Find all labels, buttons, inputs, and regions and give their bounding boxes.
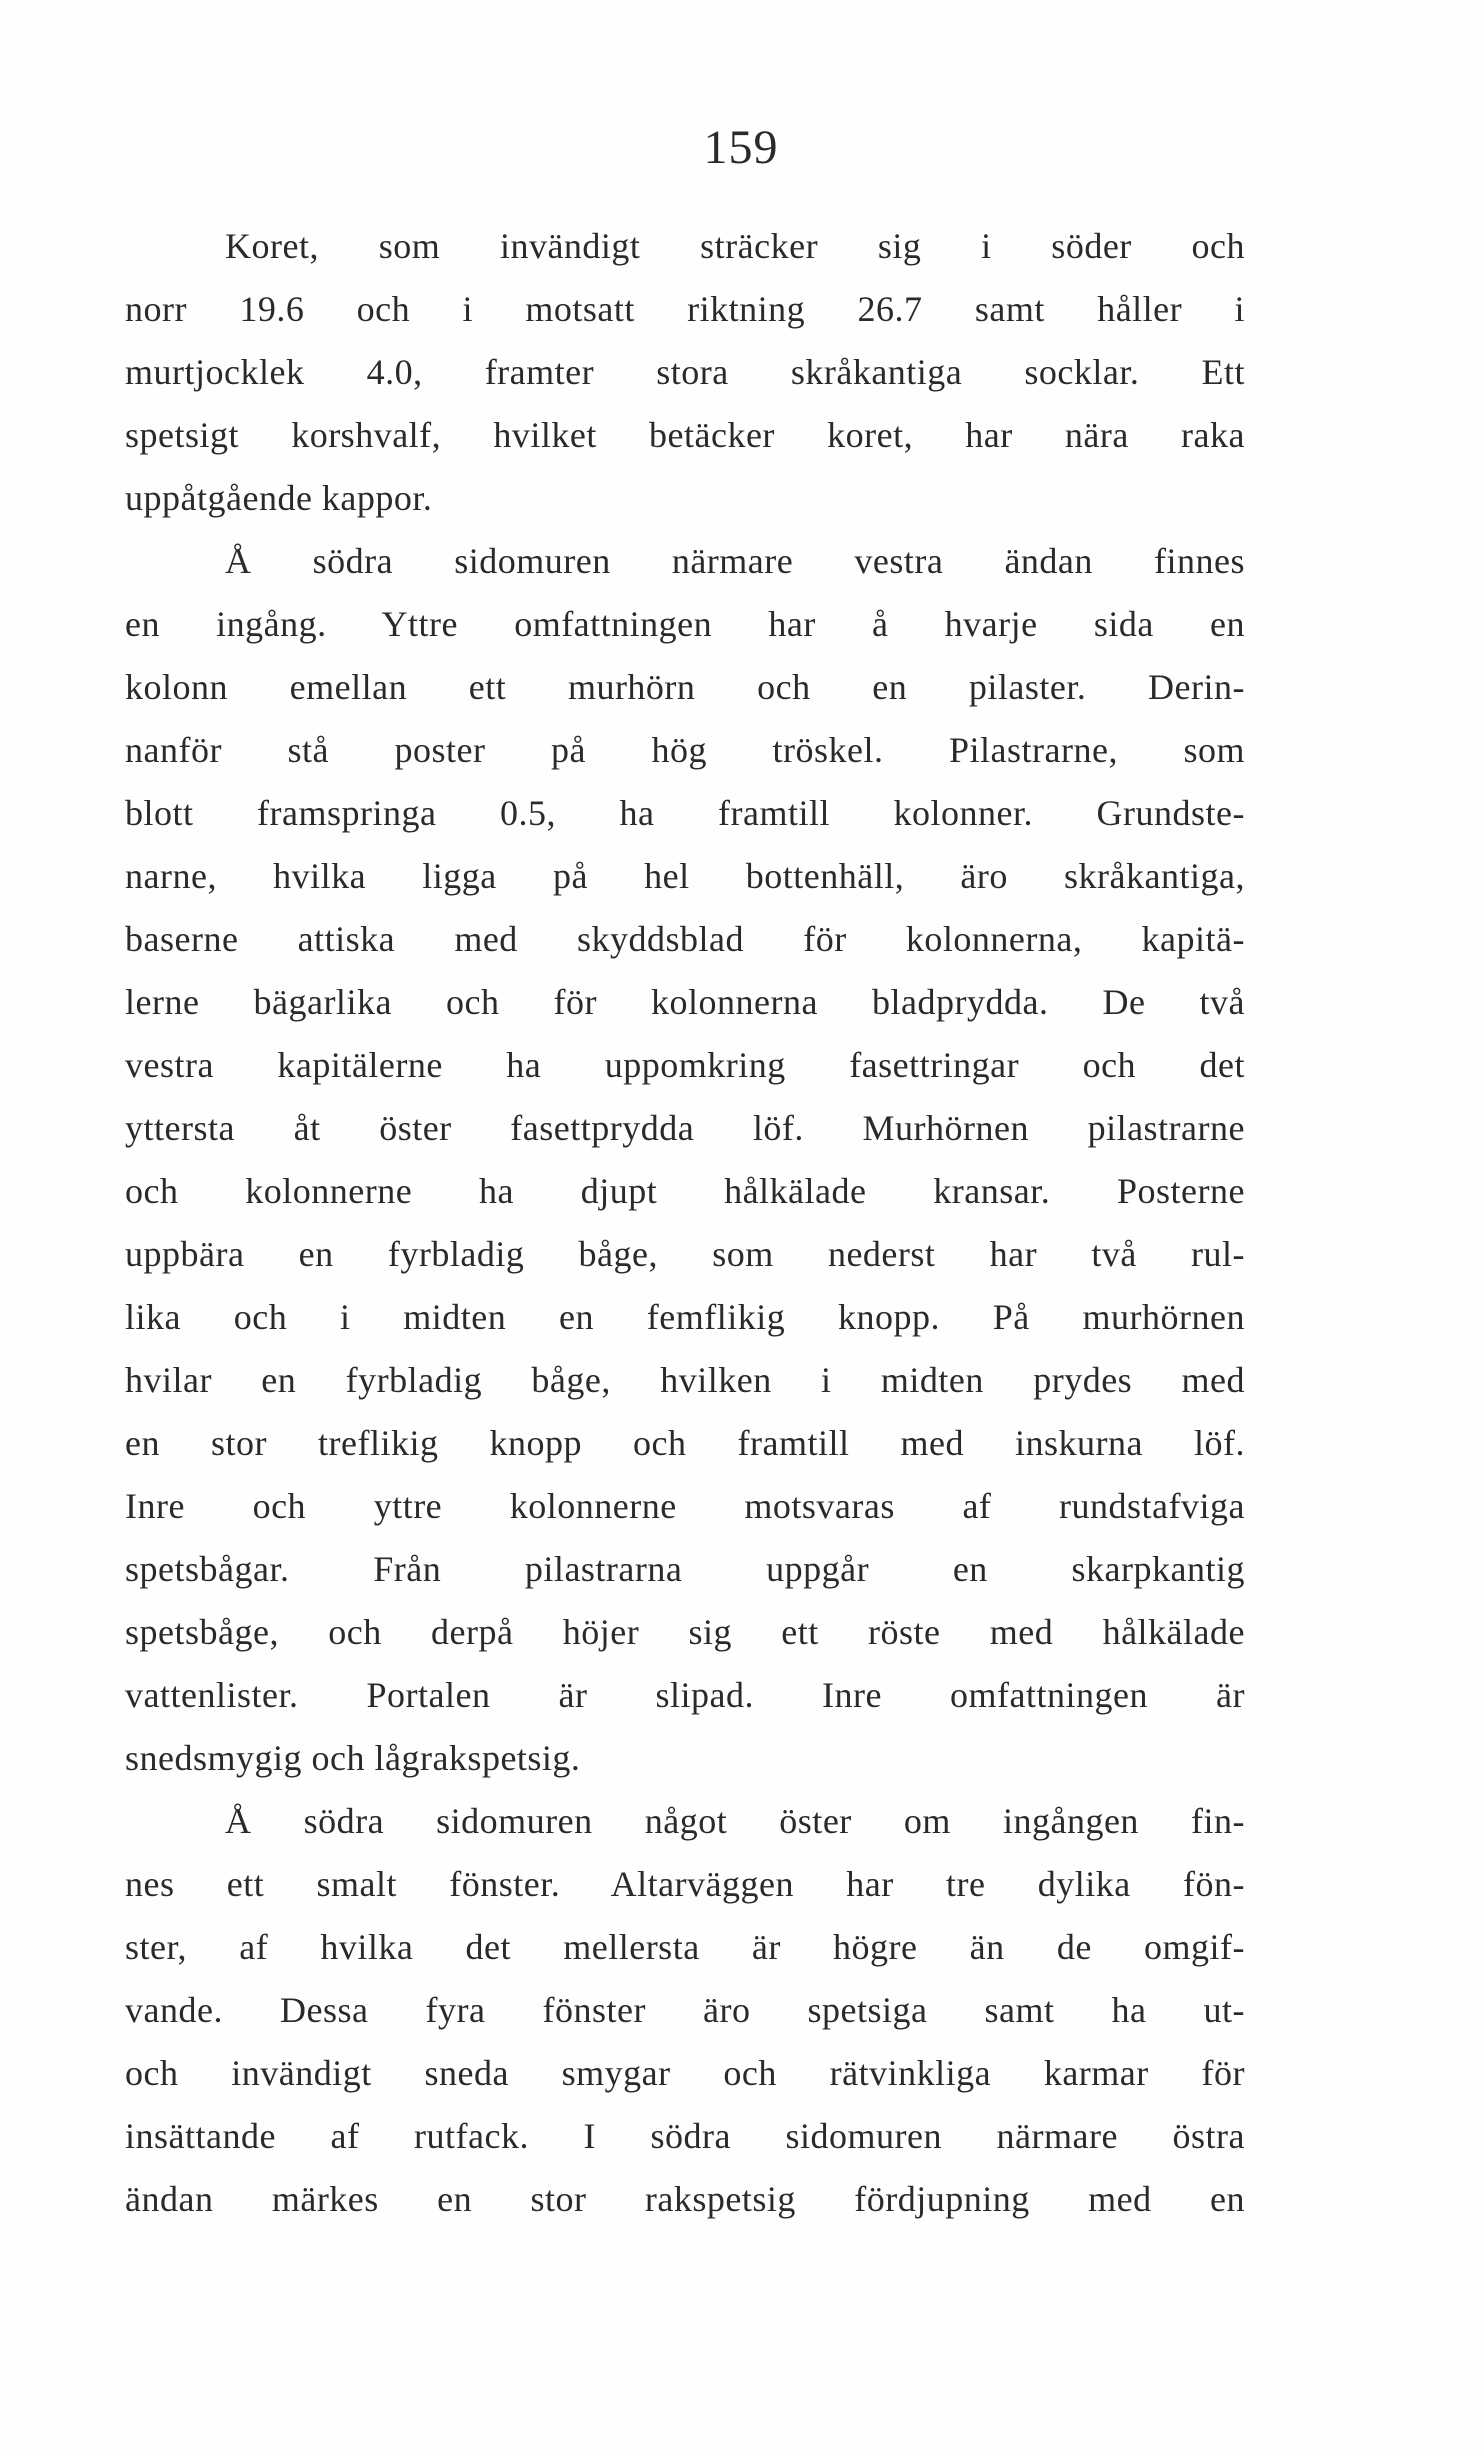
text-line: spetsbågar. Från pilastrarna uppgår en skarpkantig <box>125 1549 1245 1589</box>
text-line: Inre och yttre kolonnerne motsvaras af rundstafviga <box>125 1486 1245 1526</box>
text-line: Koret, som invändigt sträcker sig i söder och <box>225 226 1245 266</box>
text-line: vattenlister. Portalen är slipad. Inre omfattningen är <box>125 1675 1245 1715</box>
text-line: Å södra sidomuren något öster om ingången fin- <box>225 1801 1245 1841</box>
text-line: nes ett smalt fönster. Altarväggen har tre dylika fön- <box>125 1864 1245 1904</box>
text-line: och kolonnerne ha djupt hålkälade kransar. Posterne <box>125 1171 1245 1211</box>
text-line: spetsigt korshvalf, hvilket betäcker koret, har nära raka <box>125 415 1245 455</box>
text-line: norr 19.6 och i motsatt riktning 26.7 samt håller i <box>125 289 1245 329</box>
text-line: och invändigt sneda smygar och rätvinkliga karmar för <box>125 2053 1245 2093</box>
text-line: hvilar en fyrbladig båge, hvilken i midten prydes med <box>125 1360 1245 1400</box>
text-line: en ingång. Yttre omfattningen har å hvarje sida en <box>125 604 1245 644</box>
text-line: uppåtgående kappor. <box>125 478 433 518</box>
text-line: yttersta åt öster fasettprydda löf. Murhörnen pilastrarne <box>125 1108 1245 1148</box>
text-line: blott framspringa 0.5, ha framtill kolonner. Grundste- <box>125 793 1245 833</box>
text-line: uppbära en fyrbladig båge, som nederst har två rul- <box>125 1234 1245 1274</box>
text-line: vande. Dessa fyra fönster äro spetsiga samt ha ut- <box>125 1990 1245 2030</box>
text-line: en stor treflikig knopp och framtill med inskurna löf. <box>125 1423 1245 1463</box>
text-line: nanför stå poster på hög tröskel. Pilastrarne, som <box>125 730 1245 770</box>
text-line: ändan märkes en stor rakspetsig fördjupning med en <box>125 2179 1245 2219</box>
text-line: narne, hvilka ligga på hel bottenhäll, äro skråkantiga, <box>125 856 1245 896</box>
text-line: murtjocklek 4.0, framter stora skråkantiga socklar. Ett <box>125 352 1245 392</box>
body-text <box>125 215 1245 2231</box>
text-line: ster, af hvilka det mellersta är högre än de omgif- <box>125 1927 1245 1967</box>
text-line: vestra kapitälerne ha uppomkring fasettringar och det <box>125 1045 1245 1085</box>
text-line: kolonn emellan ett murhörn och en pilaster. Derin- <box>125 667 1245 707</box>
text-line: baserne attiska med skyddsblad för kolonnerna, kapitä- <box>125 919 1245 959</box>
text-line: spetsbåge, och derpå höjer sig ett röste med hålkälade <box>125 1612 1245 1652</box>
page-number: 159 <box>703 121 779 174</box>
text-line: lerne bägarlika och för kolonnerna bladprydda. De två <box>125 982 1245 1022</box>
text-line: insättande af rutfack. I södra sidomuren närmare östra <box>125 2116 1245 2156</box>
text-line: Å södra sidomuren närmare vestra ändan finnes <box>225 541 1245 581</box>
text-line: snedsmygig och lågrakspetsig. <box>125 1738 581 1778</box>
text-line: lika och i midten en femflikig knopp. På murhörnen <box>125 1297 1245 1337</box>
